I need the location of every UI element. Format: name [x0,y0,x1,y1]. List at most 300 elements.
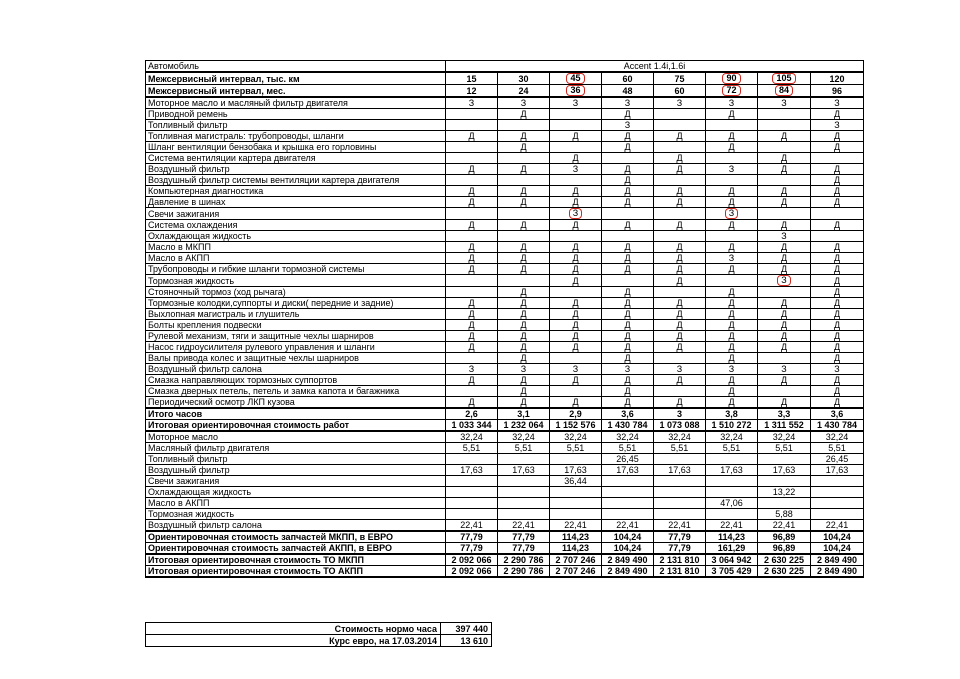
row-label: Периодический осмотр ЛКП кузова [146,397,446,409]
value-cell [498,153,550,164]
row-label: Воздушный фильтр [146,465,446,476]
value-cell [654,287,706,298]
value-cell: 24 [498,85,550,98]
value-cell: 3,6 [602,408,654,420]
service-row [146,353,864,364]
value-cell: 2 630 225 [758,554,811,566]
value-cell: З [811,364,864,375]
value-cell: Д [654,331,706,342]
value-cell: Д [550,131,602,142]
row-label: Топливный фильтр [146,120,446,131]
value-cell: Д [654,131,706,142]
value-cell: 32,24 [550,431,602,443]
value-cell: Д [811,175,864,186]
value-cell: Д [706,397,758,409]
value-cell [706,175,758,186]
row-label: Ориентировочная стоимость запчастей МКПП, в ЕВРО [146,531,446,543]
value-cell: Д [498,264,550,275]
service-row [146,309,864,320]
value-cell: Д [811,186,864,197]
value-cell [706,476,758,487]
value-cell: 2,9 [550,408,602,420]
value-cell [654,353,706,364]
value-cell: 5,51 [811,443,864,454]
value-cell: 5,51 [758,443,811,454]
value-cell [550,454,602,465]
hour-cost-value: 397 440 [441,623,492,635]
value-cell: Д [498,375,550,386]
value-cell: 2 092 066 [446,566,498,578]
value-cell: 2,6 [446,408,498,420]
value-cell: 22,41 [602,520,654,532]
value-cell: 22,41 [811,520,864,532]
value-cell: Д [811,220,864,231]
row-label: Ориентировочная стоимость запчастей АКПП, в ЕВРО [146,543,446,555]
value-cell: 1 073 088 [654,420,706,432]
parts-row [146,509,864,520]
parts-row [146,454,864,465]
value-cell: 77,79 [654,531,706,543]
value-cell [654,498,706,509]
value-cell: Д [602,253,654,264]
value-cell: 26,45 [811,454,864,465]
value-cell: Д [550,397,602,409]
value-cell: Д [602,264,654,275]
value-cell: 77,79 [498,531,550,543]
value-cell [446,120,498,131]
service-row [146,253,864,264]
value-cell: Д [654,320,706,331]
value-cell: Д [550,375,602,386]
value-cell: Д [602,142,654,153]
service-row [146,197,864,208]
service-schedule-body [146,61,864,578]
service-row [146,220,864,231]
service-row [146,142,864,153]
value-cell: 2 849 490 [811,554,864,566]
value-cell: З [446,97,498,109]
value-cell: Д [602,109,654,120]
parts-row [146,431,864,443]
value-cell: Д [498,386,550,397]
red-circle-mark: З [569,208,582,219]
value-cell: Д [811,375,864,386]
value-cell: Д [446,186,498,197]
value-cell [758,175,811,186]
value-cell: Д [602,353,654,364]
value-cell [550,509,602,520]
value-cell [654,454,706,465]
value-cell: Д [811,309,864,320]
red-circle-mark: 84 [775,85,793,96]
value-cell [706,120,758,131]
row-label: Тормозная жидкость [146,275,446,287]
value-cell: Д [498,298,550,309]
value-cell [550,85,602,98]
value-cell: 5,51 [550,443,602,454]
service-row [146,298,864,309]
value-cell: Д [446,397,498,409]
value-cell: 2 630 225 [758,566,811,578]
value-cell: 5,51 [446,443,498,454]
value-cell [550,208,602,220]
value-cell: Д [811,242,864,253]
value-cell: Д [498,253,550,264]
value-cell: Д [550,298,602,309]
parts-row [146,465,864,476]
month-interval-row [146,85,864,98]
value-cell: Д [446,253,498,264]
row-label: Система вентиляции картера двигателя [146,153,446,164]
value-cell: Д [446,220,498,231]
row-label: Топливная магистраль: трубопроводы, шланги [146,131,446,142]
service-row [146,131,864,142]
rate-row [146,635,492,647]
value-cell [550,287,602,298]
value-cell: Д [446,375,498,386]
value-cell: З [498,364,550,375]
hour-cost-label: Стоимость нормо часа [146,623,441,635]
value-cell: 2 849 490 [811,566,864,578]
value-cell: Д [758,131,811,142]
value-cell [654,208,706,220]
value-cell: Д [706,331,758,342]
value-cell: Д [550,264,602,275]
value-cell: Д [602,298,654,309]
value-cell [498,175,550,186]
value-cell [811,153,864,164]
row-label: Итоговая ориентировочная стоимость ТО МКПП [146,554,446,566]
value-cell: Д [706,375,758,386]
value-cell: 17,63 [498,465,550,476]
value-cell: 32,24 [654,431,706,443]
row-label: Тормозная жидкость [146,509,446,520]
value-cell [498,454,550,465]
value-cell [706,85,758,98]
value-cell [550,72,602,85]
parts-row [146,443,864,454]
row-label: Моторное масло и масляный фильтр двигателя [146,97,446,109]
row-label: Выхлопная магистраль и глушитель [146,309,446,320]
model-cell: Accent 1.4i,1.6i [446,61,864,73]
service-row [146,320,864,331]
value-cell: Д [758,320,811,331]
value-cell: 26,45 [602,454,654,465]
value-cell: 36,44 [550,476,602,487]
value-cell: Д [654,397,706,409]
value-cell: З [706,97,758,109]
value-cell: З [654,97,706,109]
value-cell: Д [602,375,654,386]
value-cell: 3 705 429 [706,566,758,578]
value-cell: Д [498,331,550,342]
value-cell [758,386,811,397]
value-cell [758,275,811,287]
row-label: Масло в АКПП [146,253,446,264]
value-cell: 104,24 [811,531,864,543]
value-cell [811,231,864,242]
parts-total-akpp-row [146,543,864,555]
rate-label: Курс евро, на 17.03.2014 [146,635,441,647]
service-row [146,364,864,375]
row-label: Рулевой механизм, тяги и защитные чехлы шарниров [146,331,446,342]
value-cell: Д [811,353,864,364]
value-cell: Д [706,309,758,320]
value-cell: Д [446,264,498,275]
value-cell: 22,41 [550,520,602,532]
value-cell: Д [654,164,706,175]
row-label: Масляный фильтр двигателя [146,443,446,454]
service-row [146,287,864,298]
value-cell [550,498,602,509]
value-cell: Д [498,164,550,175]
total-work-row [146,420,864,432]
value-cell: 120 [811,72,864,85]
value-cell: Д [498,197,550,208]
value-cell [602,476,654,487]
value-cell [654,386,706,397]
value-cell: 1 311 552 [758,420,811,432]
row-label: Итого часов [146,408,446,420]
value-cell: Д [498,353,550,364]
value-cell: Д [758,298,811,309]
value-cell: Д [602,186,654,197]
value-cell: З [550,364,602,375]
value-cell: З [758,364,811,375]
value-cell: Д [498,397,550,409]
value-cell: Д [811,342,864,353]
value-cell: З [498,97,550,109]
value-cell: Д [602,175,654,186]
value-cell: 22,41 [706,520,758,532]
value-cell: Д [550,186,602,197]
value-cell [758,109,811,120]
value-cell: Д [758,309,811,320]
value-cell: 17,63 [758,465,811,476]
value-cell: 96 [811,85,864,98]
row-label: Болты крепления подвески [146,320,446,331]
row-label: Воздушный фильтр салона [146,520,446,532]
value-cell [550,353,602,364]
value-cell: 77,79 [446,543,498,555]
row-label: Воздушный фильтр системы вентиляции картера двигателя [146,175,446,186]
value-cell: Д [811,298,864,309]
value-cell: Д [811,142,864,153]
value-cell: З [654,364,706,375]
value-cell: 1 510 272 [706,420,758,432]
value-cell: Д [498,131,550,142]
value-cell: 161,29 [706,543,758,555]
value-cell: 17,63 [550,465,602,476]
row-label: Топливный фильтр [146,454,446,465]
value-cell: Д [758,153,811,164]
red-circle-mark: 72 [722,85,740,96]
row-label: Свечи зажигания [146,476,446,487]
value-cell: З [602,97,654,109]
value-cell: Д [602,320,654,331]
service-row [146,208,864,220]
value-cell: Д [654,309,706,320]
service-row [146,397,864,409]
row-label: Тормозные колодки,суппорты и диски( передние и задние) [146,298,446,309]
value-cell: З [602,120,654,131]
value-cell: З [706,253,758,264]
value-cell: Д [706,342,758,353]
service-row [146,109,864,120]
value-cell [498,120,550,131]
value-cell: 114,23 [550,543,602,555]
value-cell: 2 707 246 [550,554,602,566]
value-cell: Д [706,197,758,208]
value-cell [602,498,654,509]
value-cell: 1 430 784 [811,420,864,432]
value-cell: 22,41 [498,520,550,532]
value-cell: Д [446,298,498,309]
value-cell: 17,63 [706,465,758,476]
value-cell: Д [811,320,864,331]
value-cell: Д [498,309,550,320]
value-cell [446,476,498,487]
value-cell [550,231,602,242]
value-cell: 5,51 [706,443,758,454]
service-row [146,342,864,353]
value-cell: Д [706,109,758,120]
value-cell: 114,23 [706,531,758,543]
value-cell: Д [498,109,550,120]
value-cell: З [706,364,758,375]
grand-total-mkpp-row [146,554,864,566]
row-label: Охлаждающая жидкость [146,231,446,242]
value-cell: 22,41 [758,520,811,532]
value-cell: Д [811,109,864,120]
row-label: Межсервисный интервал, тыс. км [146,72,446,85]
value-cell [498,231,550,242]
row-label: Межсервисный интервал, мес. [146,85,446,98]
value-cell [446,142,498,153]
value-cell [758,208,811,220]
value-cell [602,231,654,242]
value-cell [758,454,811,465]
row-label: Система охлаждения [146,220,446,231]
value-cell [550,175,602,186]
service-row [146,242,864,253]
value-cell: 12 [446,85,498,98]
value-cell: Д [758,164,811,175]
hour-cost-row [146,623,492,635]
value-cell: 3,3 [758,408,811,420]
value-cell [550,120,602,131]
service-row [146,186,864,197]
row-label: Итоговая ориентировочная стоимость ТО АКПП [146,566,446,578]
value-cell: Д [654,264,706,275]
value-cell [446,287,498,298]
value-cell: Д [758,220,811,231]
value-cell [706,208,758,220]
value-cell: Д [550,331,602,342]
value-cell: Д [498,320,550,331]
value-cell: Д [602,287,654,298]
value-cell: 1 430 784 [602,420,654,432]
value-cell: 3,8 [706,408,758,420]
value-cell [654,142,706,153]
value-cell [602,487,654,498]
value-cell: 96,89 [758,531,811,543]
value-cell: З [602,364,654,375]
value-cell [654,120,706,131]
value-cell: Д [550,197,602,208]
parts-row [146,520,864,532]
grand-total-akpp-row [146,566,864,578]
red-circle-mark: 36 [566,85,584,96]
value-cell [811,498,864,509]
value-cell [498,275,550,287]
value-cell: Д [550,253,602,264]
row-label: Компьютерная диагностика [146,186,446,197]
service-row [146,175,864,186]
value-cell: Д [758,186,811,197]
value-cell: 1 152 576 [550,420,602,432]
value-cell: 32,24 [811,431,864,443]
row-label: Смазка направляющих тормозных суппортов [146,375,446,386]
parts-row [146,476,864,487]
value-cell: 1 033 344 [446,420,498,432]
value-cell: Д [446,331,498,342]
value-cell: Д [758,197,811,208]
value-cell [446,275,498,287]
value-cell [602,275,654,287]
value-cell [654,487,706,498]
value-cell [706,487,758,498]
value-cell: Д [811,287,864,298]
red-circle-mark: 105 [772,73,795,84]
value-cell [602,153,654,164]
value-cell: 30 [498,72,550,85]
row-label: Итоговая ориентировочная стоимость работ [146,420,446,432]
red-circle-mark: З [725,208,738,219]
value-cell: 2 131 810 [654,566,706,578]
value-cell: Д [706,353,758,364]
value-cell: 32,24 [758,431,811,443]
value-cell: З [706,164,758,175]
row-label: Приводной ремень [146,109,446,120]
value-cell: 104,24 [602,543,654,555]
value-cell: 1 232 064 [498,420,550,432]
value-cell: 22,41 [446,520,498,532]
value-cell: Д [602,220,654,231]
value-cell: Д [446,197,498,208]
value-cell: Д [811,197,864,208]
value-cell: Д [654,298,706,309]
value-cell: 3 064 942 [706,554,758,566]
value-cell: Д [602,397,654,409]
value-cell [446,231,498,242]
value-cell [498,509,550,520]
value-cell: Д [654,275,706,287]
value-cell [654,109,706,120]
value-cell: 32,24 [706,431,758,443]
value-cell: Д [602,331,654,342]
value-cell: Д [602,242,654,253]
row-label: Моторное масло [146,431,446,443]
value-cell: Д [811,253,864,264]
rates-table [145,622,492,647]
value-cell: 13,22 [758,487,811,498]
service-row [146,164,864,175]
value-cell: Д [758,342,811,353]
value-cell: 32,24 [498,431,550,443]
value-cell [498,476,550,487]
value-cell: З [758,231,811,242]
